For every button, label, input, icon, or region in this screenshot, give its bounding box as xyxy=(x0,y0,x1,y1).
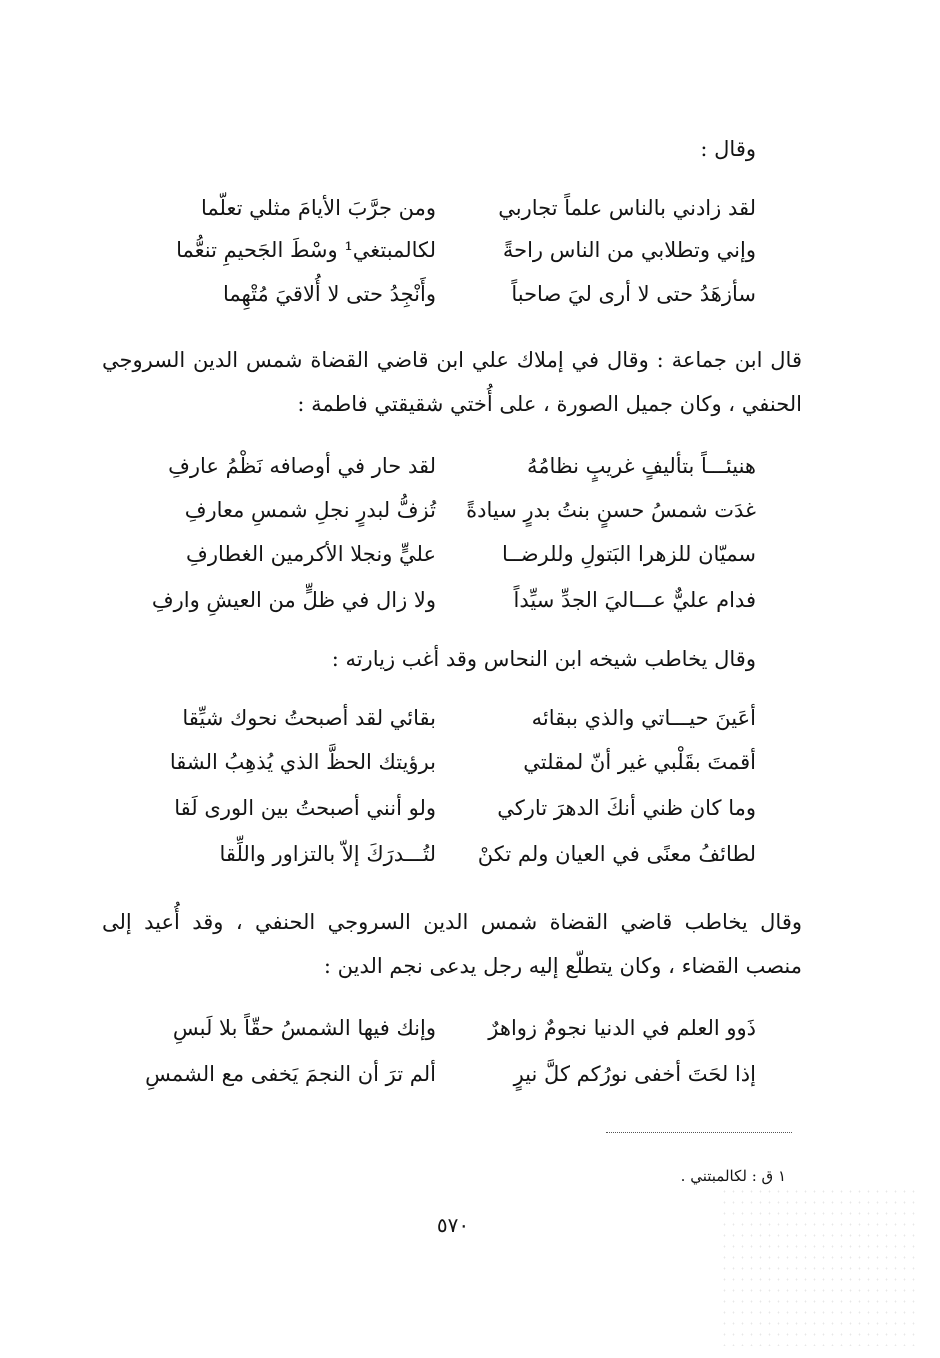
second-hemistich: ومن جرَّبَ الأيامَ مثلي تعلّما xyxy=(201,196,436,220)
second-hemistich: تُزفُّ لبدرٍ نجلِ شمسِ معارفِ xyxy=(184,498,436,522)
scan-noise xyxy=(720,1186,920,1346)
intro-line-1: وقال : xyxy=(700,137,756,161)
verse xyxy=(136,186,756,230)
verse xyxy=(136,272,756,316)
second-hemistich: ألم ترَ أن النجمَ يَخفى مع الشمسِ xyxy=(145,1062,436,1086)
second-hemistich: وإنك فيها الشمسُ حقّاً بلا لَبسِ xyxy=(172,1016,436,1040)
verse xyxy=(136,696,756,740)
verse xyxy=(136,444,756,488)
verse xyxy=(136,1052,756,1096)
second-hemistich: لتُـــدرَكَ إلاّ بالتزاور واللِّقا xyxy=(219,842,436,866)
second-hemistich: لكالمبتغي¹ وسْطَ الجَحيمِ تنعُّما xyxy=(176,238,436,262)
verse xyxy=(136,488,756,532)
first-hemistich: وما كان ظني أنكَ الدهرَ تاركي xyxy=(497,796,756,820)
verse xyxy=(136,832,756,876)
first-hemistich: لطائفُ معنًى في العيان ولم تكنْ xyxy=(477,842,756,866)
first-hemistich: أقمتَ بقَلْبي غير أنّ لمقلتي xyxy=(523,750,756,774)
intro-paragraph-2: قال ابن جماعة : وقال في إملاك علي ابن قاضي القضاة شمس الدين السروجي الحنفي ، وكان جميل الصورة ، على أُختي شقيقتي فاطمة : xyxy=(102,348,802,416)
verse xyxy=(136,1006,756,1050)
first-hemistich: لقد زادني بالناس علماً تجاربي xyxy=(498,196,756,220)
verse xyxy=(136,532,756,576)
page-number: ٥٧٠ xyxy=(436,1213,470,1237)
first-hemistich: ذَوو العلم في الدنيا نجومٌ زواهرٌ xyxy=(488,1016,756,1040)
first-hemistich: غدَت شمسُ حسنٍ بنتُ بدرٍ سيادةً xyxy=(466,498,756,522)
intro-line-3: وقال يخاطب شيخه ابن النحاس وقد أغب زيارته : xyxy=(331,647,756,671)
first-hemistich: سميّان للزهرا البَتولِ وللرضــا xyxy=(502,542,756,566)
verse xyxy=(136,578,756,622)
second-hemistich: وأَنْجِدُ حتى لا أُلاقيَ مُتْهِما xyxy=(222,282,436,306)
verse xyxy=(136,228,756,272)
intro-paragraph-4: وقال يخاطب قاضي القضاة شمس الدين السروجي الحنفي ، وقد أُعيد إلى منصب القضاء ، وكان يتطلّع إليه رجل يدعى نجم الدين : xyxy=(102,910,802,978)
first-hemistich: هنيئـــاً بتأليفٍ غريبٍ نظامُهُ xyxy=(526,454,756,478)
first-hemistich: أعَينَ حيـــاتي والذي ببقائه xyxy=(531,706,756,730)
second-hemistich: برؤيتك الحظَّ الذي يُذهِبُ الشقا xyxy=(169,750,436,774)
second-hemistich: ولو أنني أصبحتُ بين الورى لَقا xyxy=(174,796,436,820)
second-hemistich: ولا زال في ظلٍّ من العيشِ وارفِ xyxy=(151,588,436,612)
first-hemistich: فدام عليٌّ عـــاليَ الجدِّ سيِّداً xyxy=(513,588,756,612)
second-hemistich: عليٍّ ونجلا الأكرمين الغطارفِ xyxy=(186,542,436,566)
verse xyxy=(136,786,756,830)
footnote: ١ ق : لكالمبتني . xyxy=(680,1167,786,1185)
second-hemistich: لقد حار في أوصافه نَظْمُ عارفِ xyxy=(168,454,436,478)
footnote-divider xyxy=(606,1132,792,1133)
second-hemistich: بقائي لقد أصبحتُ نحوك شيِّقا xyxy=(182,706,436,730)
first-hemistich: وإني وتطلابي من الناس راحةً xyxy=(502,238,756,262)
verse xyxy=(136,740,756,784)
first-hemistich: إذا لحَتَ أخفى نورُكم كلَّ نيرٍ xyxy=(513,1062,756,1086)
first-hemistich: سأزهَدُ حتى لا أرى ليَ صاحباً xyxy=(511,282,756,306)
